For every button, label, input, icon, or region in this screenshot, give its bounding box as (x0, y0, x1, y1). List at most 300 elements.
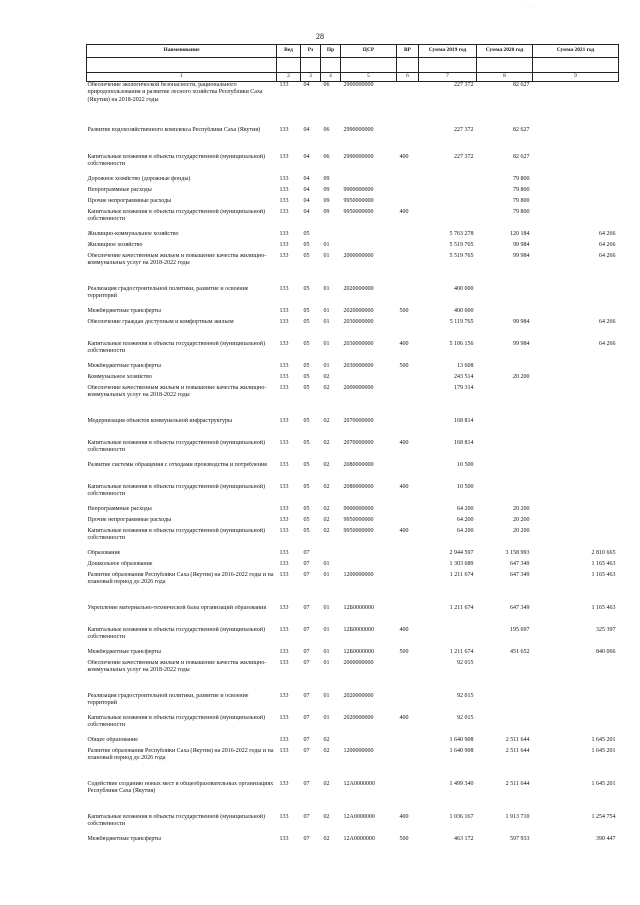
cell-s2021 (533, 385, 619, 418)
cell-name: Укрепление материально-технической базы организаций образования (87, 604, 267, 611)
cell-name: Образование (87, 549, 121, 556)
cell-name: Развитие системы обращения с отходами производства и потребления (87, 461, 267, 468)
cell-csr: 2020000000 (343, 285, 374, 292)
cell-s2019: 64 200 (457, 516, 474, 523)
cell-vr (397, 550, 419, 561)
cell-name: Дошкольное образование (87, 560, 153, 567)
cell-vr: 400 (399, 483, 409, 490)
cell-s2019: 400 000 (454, 307, 474, 314)
cell-name: Капитальные вложения в объекты государственной (муниципальной) собственности (87, 153, 265, 167)
cell-s2020: 99 984 (513, 340, 530, 347)
cell-vr: 500 (399, 835, 409, 842)
cell-s2020: 3 158 993 (505, 549, 530, 556)
cell-rz: 07 (303, 659, 310, 666)
cell-vr (397, 693, 419, 715)
cell-name: Развитие образования Республики Саха (Якутия) на 2016-2022 годы и на плановый период до 2026 года (87, 571, 274, 585)
cell-s2020: 451 652 (510, 648, 530, 655)
cell-s2021 (533, 187, 619, 198)
cell-s2021 (533, 715, 619, 737)
cell-vr (397, 737, 419, 748)
column-number: 8 (477, 73, 533, 82)
cell-s2021 (533, 363, 619, 374)
cell-csr (341, 176, 397, 187)
cell-name: Обеспечение граждан доступным и комфортным жильем (87, 318, 234, 325)
cell-ved: 133 (279, 318, 289, 325)
cell-ved: 133 (279, 373, 289, 380)
table-row (87, 176, 619, 187)
cell-name: Капитальные вложения в объекты государственной (муниципальной) собственности (87, 714, 265, 728)
cell-name: Модернизация объектов коммунальной инфраструктуры (87, 417, 233, 424)
cell-s2020 (477, 385, 533, 418)
table-row (87, 418, 619, 440)
cell-name: Капитальные вложения в объекты государственной (муниципальной) собственности (87, 483, 265, 497)
cell-rz: 05 (303, 417, 310, 424)
cell-csr: 2070000000 (343, 439, 374, 446)
cell-ved: 133 (279, 340, 289, 347)
cell-name: Межбюджетные трансферты (87, 648, 161, 655)
cell-vr: 500 (399, 307, 409, 314)
table-row (87, 572, 619, 605)
cell-s2021: 840 066 (596, 648, 616, 655)
cell-s2020: 20 200 (513, 527, 530, 534)
cell-s2019: 1 036 167 (449, 813, 474, 820)
cell-s2021 (533, 693, 619, 715)
cell-rz: 05 (303, 384, 310, 391)
cell-pr: 09 (323, 186, 330, 193)
cell-ved: 133 (279, 126, 289, 133)
cell-csr (341, 561, 397, 572)
cell-vr: 400 (399, 714, 409, 721)
cell-s2020 (477, 363, 533, 374)
cell-csr (341, 231, 397, 242)
cell-csr: 2030000000 (343, 362, 374, 369)
cell-s2020: 82 627 (513, 126, 530, 133)
cell-csr: 12А0000000 (343, 780, 375, 787)
column-number: 7 (419, 73, 477, 82)
table-row (87, 82, 619, 127)
cell-s2020: 79 800 (513, 175, 530, 182)
cell-s2021: 1 165 463 (591, 604, 616, 611)
cell-csr: 2900000000 (343, 82, 374, 88)
header-ved: Вед (277, 45, 301, 58)
cell-csr: 1200000000 (343, 571, 374, 578)
cell-pr: 02 (323, 417, 330, 424)
cell-name: Реализация градостроительной политики, развитие и освоение территорий (87, 285, 249, 299)
table-row (87, 319, 619, 341)
cell-csr: 2080000000 (343, 461, 374, 468)
cell-pr: 01 (323, 571, 330, 578)
cell-s2020: 99 984 (513, 252, 530, 259)
cell-rz: 07 (303, 780, 310, 787)
table-row (87, 781, 619, 814)
cell-name: Капитальные вложения в объекты государственной (муниципальной) собственности (87, 626, 265, 640)
cell-pr: 01 (323, 560, 330, 567)
header-row (87, 45, 619, 58)
corner-mark: · · · ······· (510, 5, 540, 10)
cell-s2020: 79 800 (513, 208, 530, 215)
cell-pr: 01 (323, 340, 330, 347)
cell-csr: 9950000000 (343, 516, 374, 523)
cell-rz: 07 (303, 714, 310, 721)
cell-name: Развитие водохозяйственного комплекса Республики Саха (Якутия) (87, 126, 261, 133)
cell-vr (397, 253, 419, 286)
cell-csr: 12Б0000000 (343, 626, 374, 633)
cell-s2021: 1 254 754 (591, 813, 616, 820)
table-row (87, 209, 619, 231)
cell-ved: 133 (279, 659, 289, 666)
cell-s2020: 647 349 (510, 604, 530, 611)
cell-csr: 2000000000 (343, 659, 374, 666)
cell-s2021: 64 266 (599, 230, 616, 237)
table-row (87, 374, 619, 385)
cell-ved: 133 (279, 505, 289, 512)
cell-s2020: 647 349 (510, 571, 530, 578)
cell-s2020: 2 511 644 (505, 736, 530, 743)
cell-s2021: 64 266 (599, 241, 616, 248)
cell-s2019: 1 211 674 (449, 571, 474, 578)
cell-pr: 02 (323, 483, 330, 490)
cell-pr: 09 (323, 197, 330, 204)
cell-rz: 05 (303, 461, 310, 468)
cell-vr (397, 286, 419, 308)
cell-s2021 (533, 418, 619, 440)
cell-name: Обеспечение качественным жильем и повышение качества жилищно-коммунальных услуг на 2018-2022 годы (87, 384, 267, 398)
cell-rz: 04 (303, 126, 310, 133)
cell-vr: 400 (399, 527, 409, 534)
cell-csr (341, 550, 397, 561)
cell-s2019 (419, 209, 477, 231)
cell-s2021 (533, 308, 619, 319)
column-number: 6 (397, 73, 419, 82)
cell-pr: 02 (323, 835, 330, 842)
cell-name: Капитальные вложения в объекты государственной (муниципальной) собственности (87, 439, 265, 453)
cell-vr (397, 319, 419, 341)
header-sum-2019: Сумма 2019 год (419, 45, 477, 58)
table-row (87, 253, 619, 286)
cell-ved: 133 (279, 175, 289, 182)
cell-s2021 (533, 154, 619, 176)
cell-vr (397, 198, 419, 209)
cell-s2021 (533, 506, 619, 517)
cell-ved: 133 (279, 648, 289, 655)
cell-s2021 (533, 660, 619, 693)
cell-s2020: 20 200 (513, 373, 530, 380)
cell-s2021: 64 266 (599, 340, 616, 347)
cell-pr: 01 (323, 604, 330, 611)
cell-s2021: 1 645 201 (591, 780, 616, 787)
cell-pr: 01 (323, 241, 330, 248)
cell-s2019: 10 500 (457, 461, 474, 468)
cell-vr (397, 418, 419, 440)
header-pr: Пр (321, 45, 341, 58)
cell-rz: 07 (303, 747, 310, 754)
cell-ved: 133 (279, 714, 289, 721)
table-row (87, 517, 619, 528)
cell-rz: 07 (303, 692, 310, 699)
cell-s2019: 1 303 689 (449, 560, 474, 567)
cell-s2020: 82 627 (513, 153, 530, 160)
cell-rz: 05 (303, 340, 310, 347)
cell-s2020: 99 984 (513, 241, 530, 248)
cell-s2021: 1 645 201 (591, 747, 616, 754)
cell-s2021: 325 397 (596, 626, 616, 633)
cell-s2019 (419, 187, 477, 198)
cell-s2021: 64 266 (599, 318, 616, 325)
cell-s2019: 168 814 (454, 439, 474, 446)
cell-ved: 133 (279, 835, 289, 842)
cell-vr (397, 242, 419, 253)
cell-s2019 (419, 176, 477, 187)
cell-name: Развитие образования Республики Саха (Якутия) на 2016-2022 годы и на плановый период до 2026 года (87, 747, 274, 761)
cell-name: Жилищно-коммунальное хозяйство (87, 230, 179, 237)
cell-name: Обеспечение экологической безопасности, рационального природопользования и развитие лесного хозяйства Республики Саха (Якутия) на 2018-2022 годы (87, 82, 263, 103)
cell-rz: 07 (303, 736, 310, 743)
cell-pr: 09 (323, 208, 330, 215)
cell-s2019: 227 372 (454, 153, 474, 160)
table-row (87, 154, 619, 176)
cell-ved: 133 (279, 208, 289, 215)
cell-rz: 07 (303, 813, 310, 820)
cell-s2020: 647 349 (510, 560, 530, 567)
cell-s2021: 2 810 665 (591, 549, 616, 556)
cell-s2021: 1 645 201 (591, 736, 616, 743)
table-row (87, 693, 619, 715)
header-gap-row (87, 58, 619, 73)
cell-csr: 2000000000 (343, 384, 374, 391)
cell-name: Капитальные вложения в объекты государственной (муниципальной) собственности (87, 813, 265, 827)
cell-s2019: 227 372 (454, 126, 474, 133)
cell-pr: 02 (323, 813, 330, 820)
table-row (87, 308, 619, 319)
cell-name: Капитальные вложения в объекты государственной (муниципальной) собственности (87, 208, 265, 222)
table-row (87, 440, 619, 462)
cell-vr: 400 (399, 153, 409, 160)
table-row (87, 836, 619, 847)
cell-vr: 400 (399, 208, 409, 215)
cell-s2019: 10 500 (457, 483, 474, 490)
cell-s2019: 5 119 765 (449, 318, 474, 325)
cell-vr: 400 (399, 439, 409, 446)
cell-s2020 (477, 462, 533, 484)
cell-csr: 2030000000 (343, 318, 374, 325)
cell-name: Прочие непрограммные расходы (87, 197, 172, 204)
table-row (87, 127, 619, 154)
cell-csr: 9950000000 (343, 208, 374, 215)
header-sum-2020: Сумма 2020 год (477, 45, 533, 58)
cell-ved: 133 (279, 692, 289, 699)
cell-rz: 05 (303, 318, 310, 325)
cell-ved: 133 (279, 747, 289, 754)
cell-s2021: 64 266 (599, 252, 616, 259)
cell-csr: 2020000000 (343, 692, 374, 699)
cell-name: Межбюджетные трансферты (87, 307, 161, 314)
cell-name: Дорожное хозяйство (дорожные фонды) (87, 175, 191, 182)
cell-s2020: 120 184 (510, 230, 530, 237)
cell-pr: 02 (323, 747, 330, 754)
cell-vr (397, 605, 419, 627)
cell-csr: 12Б0000000 (343, 604, 374, 611)
cell-ved: 133 (279, 384, 289, 391)
header-rz: Рз (301, 45, 321, 58)
cell-vr (397, 462, 419, 484)
cell-s2021 (533, 528, 619, 550)
cell-rz: 05 (303, 362, 310, 369)
cell-vr (397, 187, 419, 198)
cell-vr (397, 660, 419, 693)
cell-rz: 04 (303, 82, 310, 88)
cell-ved: 133 (279, 362, 289, 369)
header-sum-2021: Сумма 2021 год (533, 45, 619, 58)
cell-s2019: 168 814 (454, 417, 474, 424)
cell-name: Общее образование (87, 736, 138, 743)
table-row (87, 550, 619, 561)
cell-rz: 05 (303, 230, 310, 237)
page-number: 28 (316, 32, 324, 41)
table-row (87, 363, 619, 374)
cell-pr: 02 (323, 439, 330, 446)
cell-name: Реализация градостроительной политики, развитие и освоение территорий (87, 692, 249, 706)
cell-csr: 2990000000 (343, 153, 374, 160)
cell-s2019: 400 000 (454, 285, 474, 292)
cell-s2019: 64 200 (457, 505, 474, 512)
cell-s2020: 1 913 710 (505, 813, 530, 820)
cell-pr: 02 (323, 384, 330, 391)
cell-s2020: 2 511 644 (505, 747, 530, 754)
cell-pr: 06 (323, 153, 330, 160)
table-row (87, 660, 619, 693)
cell-vr (397, 82, 419, 127)
cell-rz: 07 (303, 560, 310, 567)
column-number: 9 (533, 73, 619, 82)
cell-csr: 2020000000 (343, 714, 374, 721)
cell-name: Капитальные вложения в объекты государственной (муниципальной) собственности (87, 527, 265, 541)
cell-csr: 2080000000 (343, 483, 374, 490)
table-row (87, 462, 619, 484)
cell-csr: 2070000000 (343, 417, 374, 424)
cell-rz: 05 (303, 439, 310, 446)
cell-ved: 133 (279, 285, 289, 292)
column-number: 1 (87, 73, 277, 82)
cell-name: Капитальные вложения в объекты государственной (муниципальной) собственности (87, 340, 265, 354)
cell-s2019: 1 211 674 (449, 604, 474, 611)
cell-name: Непрограммные расходы (87, 505, 152, 512)
cell-rz: 04 (303, 197, 310, 204)
cell-vr: 400 (399, 626, 409, 633)
cell-pr: 09 (323, 175, 330, 182)
cell-vr (397, 374, 419, 385)
cell-ved: 133 (279, 461, 289, 468)
cell-vr (397, 517, 419, 528)
cell-s2020: 2 511 644 (505, 780, 530, 787)
cell-ved: 133 (279, 780, 289, 787)
cell-s2020: 82 627 (513, 82, 530, 88)
cell-s2021 (533, 517, 619, 528)
cell-s2019: 1 499 340 (449, 780, 474, 787)
cell-pr: 01 (323, 318, 330, 325)
cell-ved: 133 (279, 483, 289, 490)
cell-ved: 133 (279, 417, 289, 424)
cell-csr (341, 374, 397, 385)
cell-pr: 01 (323, 252, 330, 259)
cell-pr: 02 (323, 780, 330, 787)
cell-s2019: 92 015 (457, 714, 474, 721)
cell-pr: 01 (323, 285, 330, 292)
header-name: Наименование (87, 45, 277, 58)
cell-ved: 133 (279, 307, 289, 314)
cell-rz: 07 (303, 648, 310, 655)
cell-vr (397, 748, 419, 781)
cell-s2019: 92 015 (457, 692, 474, 699)
cell-pr: 06 (323, 82, 330, 88)
cell-s2020: 99 984 (513, 318, 530, 325)
cell-s2021 (533, 484, 619, 506)
cell-rz: 04 (303, 153, 310, 160)
cell-csr: 1200000000 (343, 747, 374, 754)
cell-csr (341, 737, 397, 748)
cell-s2020 (477, 308, 533, 319)
cell-vr: 400 (399, 340, 409, 347)
table-row (87, 231, 619, 242)
cell-pr: 02 (323, 527, 330, 534)
cell-s2021 (533, 127, 619, 154)
cell-pr: 01 (323, 626, 330, 633)
cell-s2019: 13 608 (457, 362, 474, 369)
cell-vr: 500 (399, 648, 409, 655)
budget-table (86, 44, 619, 847)
cell-ved: 133 (279, 604, 289, 611)
cell-csr: 9950000000 (343, 527, 374, 534)
cell-csr: 2020000000 (343, 307, 374, 314)
table-row (87, 286, 619, 308)
cell-pr (321, 550, 341, 561)
column-number: 4 (321, 73, 341, 82)
cell-ved: 133 (279, 230, 289, 237)
cell-name: Содействие созданию новых мест в общеобразовательных организациях Республики Саха (Якутия) (87, 780, 274, 794)
cell-s2021 (533, 374, 619, 385)
cell-s2021: 390 447 (596, 835, 616, 842)
cell-pr: 01 (323, 714, 330, 721)
cell-s2019 (419, 627, 477, 649)
cell-csr (341, 242, 397, 253)
cell-vr (397, 385, 419, 418)
cell-rz: 05 (303, 516, 310, 523)
cell-s2019: 1 640 908 (449, 747, 474, 754)
table-row (87, 715, 619, 737)
cell-s2020: 597 933 (510, 835, 530, 842)
table-row (87, 528, 619, 550)
cell-ved: 133 (279, 571, 289, 578)
cell-s2021 (533, 176, 619, 187)
cell-s2019: 1 211 674 (449, 648, 474, 655)
cell-s2020 (477, 693, 533, 715)
cell-rz: 07 (303, 604, 310, 611)
cell-s2020 (477, 286, 533, 308)
cell-ved: 133 (279, 736, 289, 743)
cell-s2020: 195 697 (510, 626, 530, 633)
cell-ved: 133 (279, 516, 289, 523)
cell-csr: 12А0000000 (343, 813, 375, 820)
table-row (87, 627, 619, 649)
cell-ved: 133 (279, 813, 289, 820)
table-row (87, 341, 619, 363)
cell-rz: 07 (303, 549, 310, 556)
cell-pr: 02 (323, 505, 330, 512)
cell-pr: 01 (323, 692, 330, 699)
cell-vr (397, 231, 419, 242)
table-row (87, 814, 619, 836)
cell-s2019: 179 314 (454, 384, 474, 391)
column-number: 2 (277, 73, 301, 82)
